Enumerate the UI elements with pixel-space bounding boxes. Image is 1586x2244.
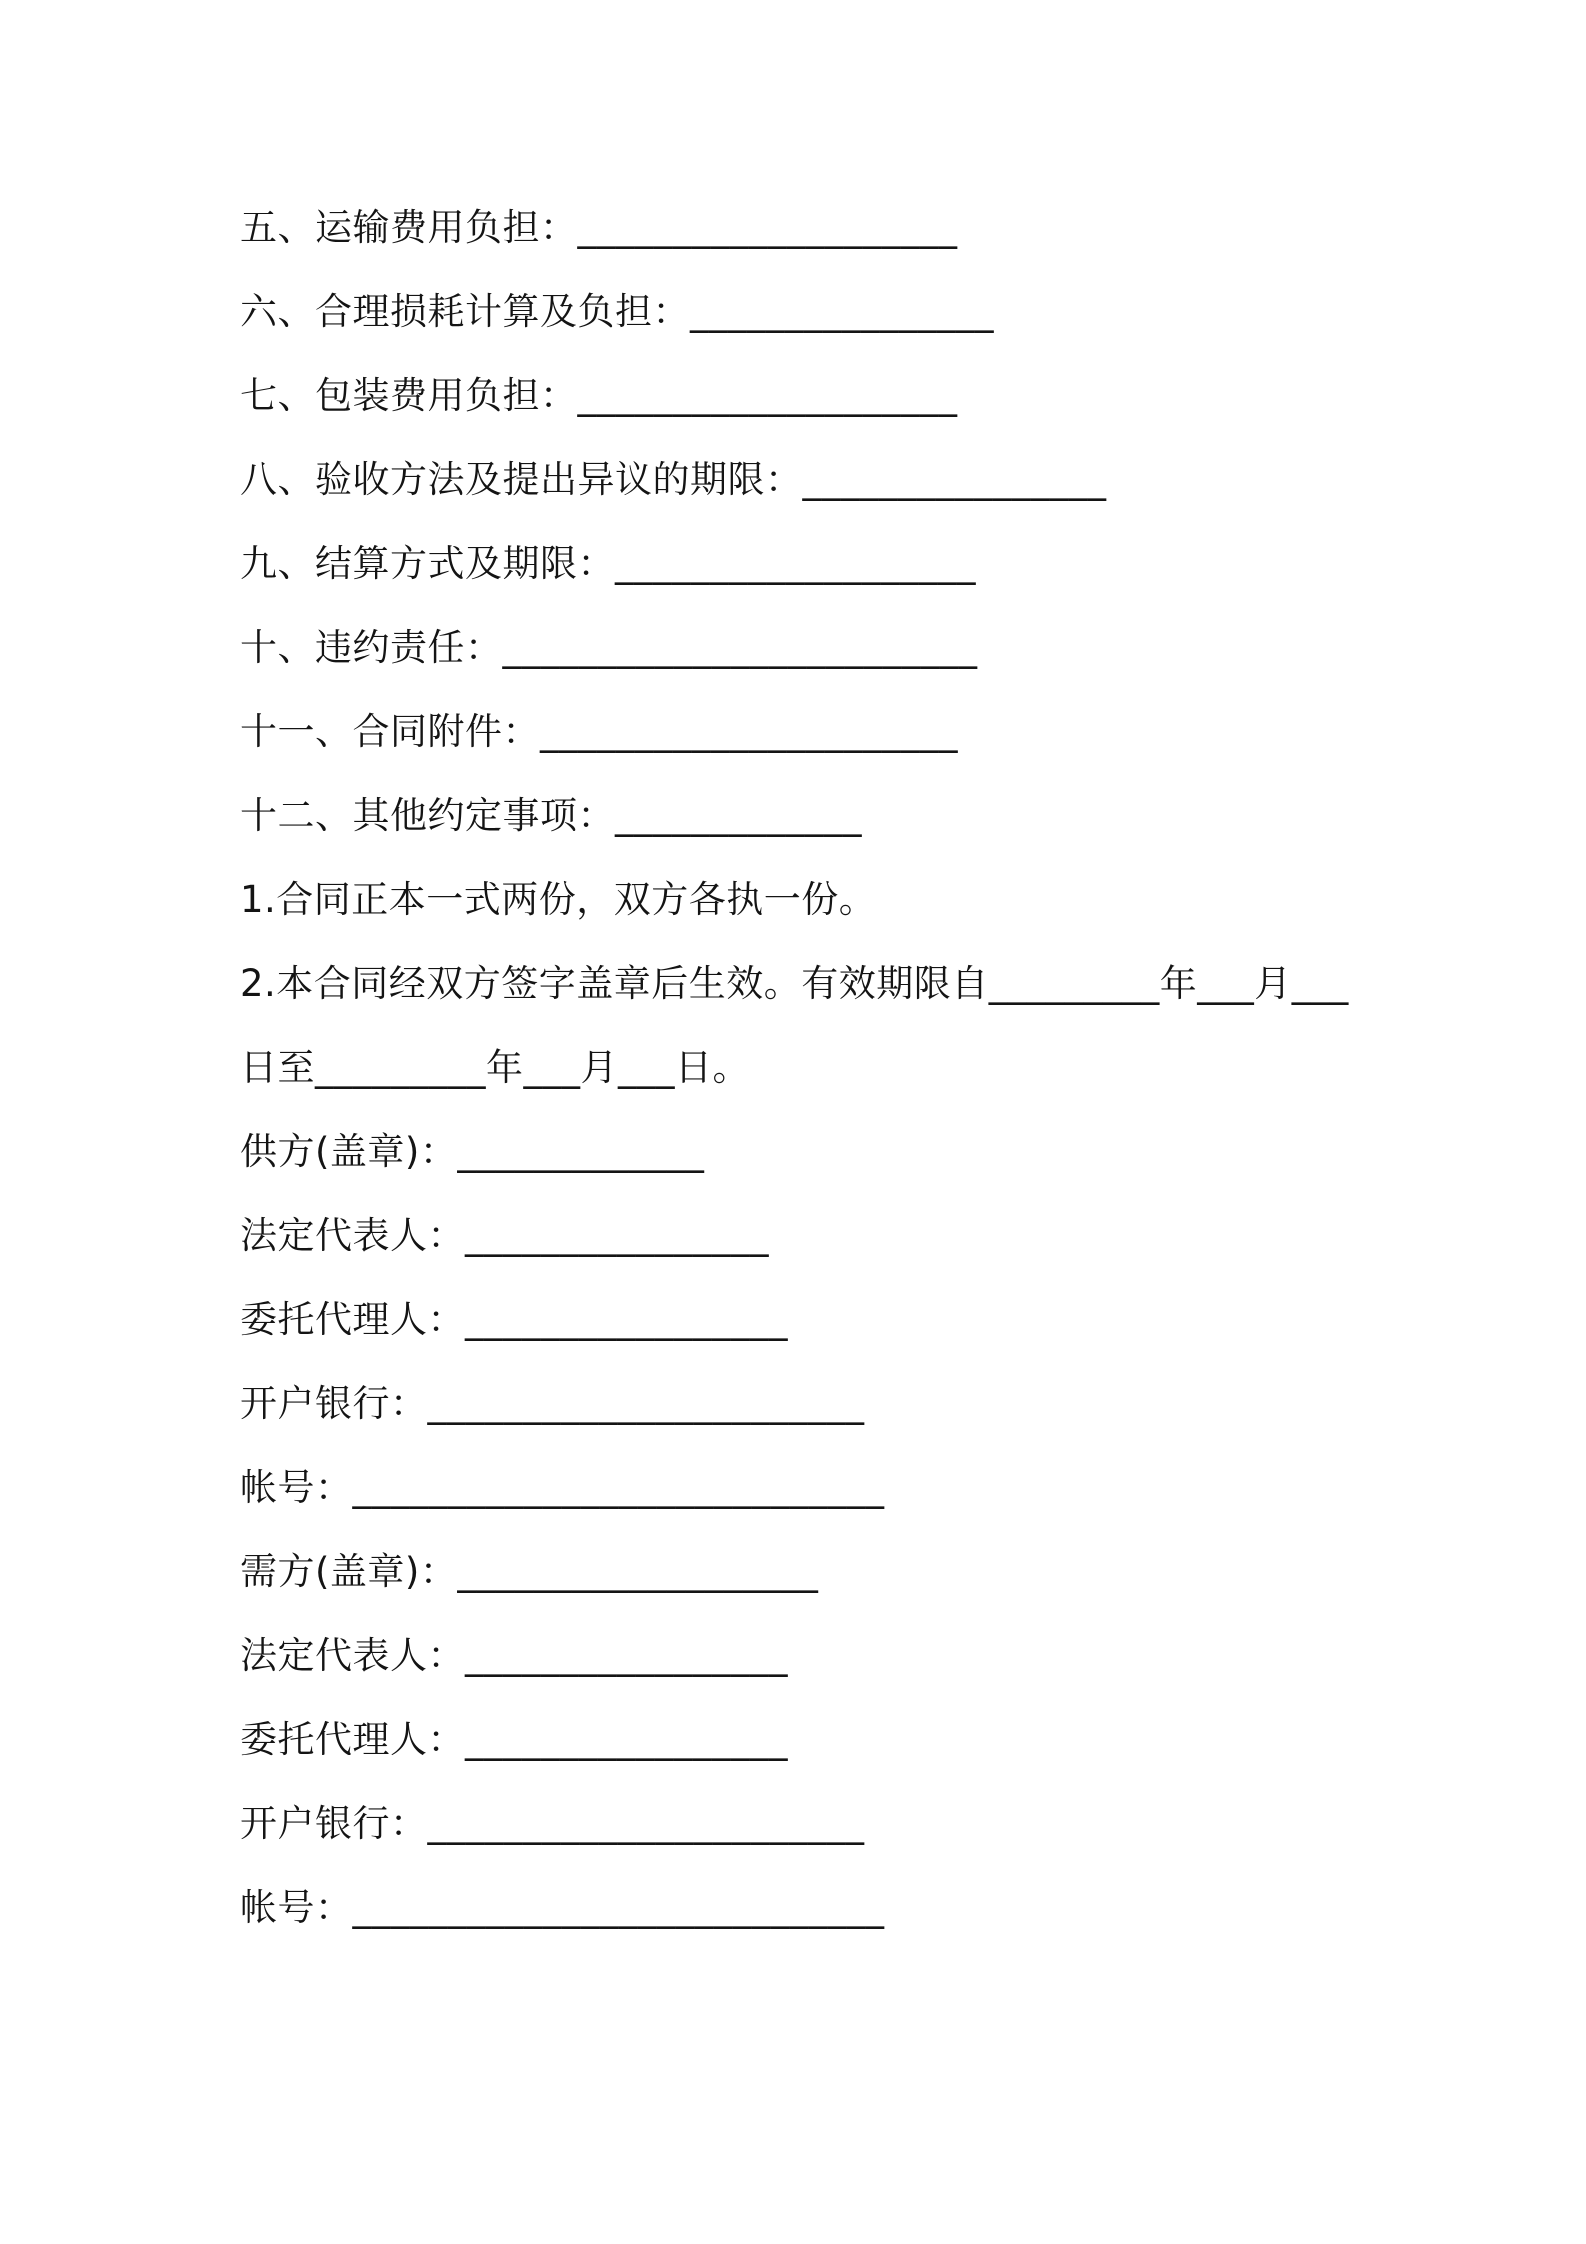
- clause-6-loss-calculation: 六、合理损耗计算及负担：________________: [240, 290, 994, 333]
- clause-7-packaging-cost: 七、包装费用负担：____________________: [240, 374, 958, 417]
- supplier-legal-rep: 法定代表人：________________: [240, 1214, 769, 1257]
- clause-8-acceptance-method: 八、验收方法及提出异议的期限：________________: [240, 458, 1107, 501]
- buyer-bank: 开户银行：_______________________: [240, 1802, 865, 1845]
- contract-page: [240, 200, 1380, 1964]
- buyer-agent: 委托代理人：_________________: [240, 1718, 788, 1761]
- supplier-party: 供方(盖章)：_____________: [240, 1130, 705, 1173]
- term-copies: 1.合同正本一式两份，双方各执一份。: [240, 878, 877, 921]
- clause-10-liability: 十、违约责任：_________________________: [240, 626, 978, 669]
- term-validity-line-2: 日至_________年___月___日。: [240, 1046, 750, 1089]
- clause-12-other-terms: 十二、其他约定事项：_____________: [240, 794, 862, 837]
- clause-9-settlement: 九、结算方式及期限：___________________: [240, 542, 976, 585]
- clause-5-transport-cost: 五、运输费用负担：____________________: [240, 206, 958, 249]
- supplier-agent: 委托代理人：_________________: [240, 1298, 788, 1341]
- supplier-account: 帐号：____________________________: [240, 1466, 885, 1509]
- supplier-bank: 开户银行：_______________________: [240, 1382, 865, 1425]
- buyer-legal-rep: 法定代表人：_________________: [240, 1634, 788, 1677]
- buyer-party: 需方(盖章)：___________________: [240, 1550, 819, 1593]
- buyer-account: 帐号：____________________________: [240, 1886, 885, 1929]
- clause-11-attachments: 十一、合同附件：______________________: [240, 710, 958, 753]
- term-validity-line-1: 2.本合同经双方签字盖章后生效。有效期限自_________年___月___: [240, 962, 1349, 1005]
